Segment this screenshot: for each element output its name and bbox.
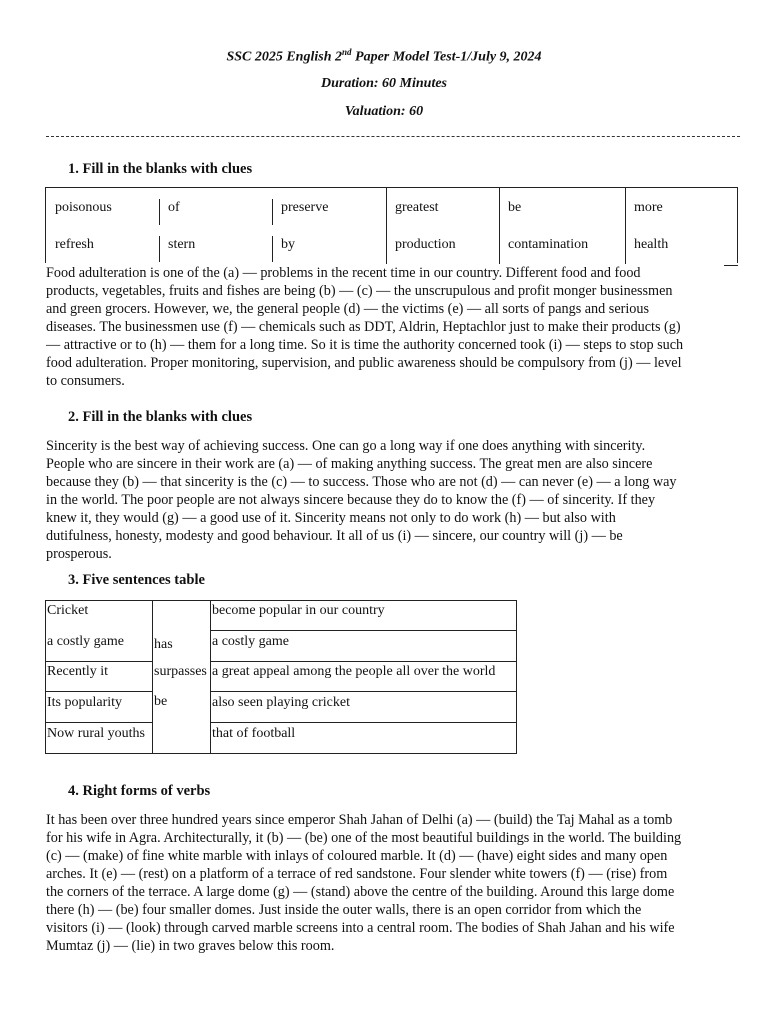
title-rest: Paper Model Test-1/July 9, 2024 [351, 49, 542, 65]
column-divider [159, 199, 160, 225]
section2-passage [46, 437, 746, 563]
dashed-divider [46, 136, 740, 137]
clue-word: of [168, 200, 180, 215]
passage-line: — attractive or to (h) — them for a long time. So it is time the authority concerned took (i) — steps to stop such [46, 337, 684, 353]
complement-cell: a costly game [212, 634, 289, 649]
clue-word: be [508, 200, 522, 215]
passage-line: the corners of the terrace. A large dome (g) — (stand) above the centre of the building. Around this large dome [46, 884, 675, 900]
section3-heading: 3. Five sentences table [68, 572, 205, 588]
subject-cell: a costly game [47, 634, 124, 649]
section4-passage [46, 811, 746, 955]
passage-line: because they (b) — that sincerity is the (c) — to success. Those who are not (d) — can never (e) — a long way [46, 474, 677, 490]
column-divider [499, 188, 500, 264]
passage-line: and green grocers. However, we, the general people (d) — the victims (e) — all sorts of pangs and serious [46, 301, 649, 317]
clue-word: more [634, 200, 663, 215]
title-main: SSC 2025 English 2 [226, 49, 342, 65]
subject-cell: Its popularity [47, 695, 123, 710]
column-divider [625, 188, 626, 264]
substitution-table [45, 600, 517, 754]
passage-line: visitors (i) — (look) through carved marble screens into a central room. The bodies of Shah Jahan and his wife [46, 920, 675, 936]
passage-line: prosperous. [46, 546, 112, 562]
passage-line: Mumtaz (j) — (lie) in two graves below this room. [46, 938, 335, 954]
passage-line: Sincerity is the best way of achieving success. One can go a long way if one does anything with sincerity. [46, 438, 646, 454]
passage-line: in the world. The poor people are not always sincere because they do to know the (f) — of sincerity. If they [46, 492, 656, 508]
passage-line: (c) — (make) of fine white marble with inlays of coloured marble. It (d) — (have) eight sides and many open [46, 848, 668, 864]
row-divider [46, 691, 152, 692]
row-divider [210, 630, 516, 631]
complement-cell: become popular in our country [212, 603, 385, 618]
title-superscript: nd [342, 47, 352, 57]
section4-heading: 4. Right forms of verbs [68, 783, 211, 799]
clue-word: refresh [55, 237, 94, 252]
passage-line: food adulteration. Proper monitoring, supervision, and public awareness should be compulsory from (j) — level [46, 355, 682, 371]
complement-cell: that of football [212, 726, 296, 741]
column-divider [210, 601, 211, 753]
column-divider [159, 236, 160, 262]
column-divider [386, 188, 387, 264]
subject-cell: Cricket [47, 603, 89, 618]
passage-line: People who are sincere in their work are (a) — of making anything success. The great men are also sincere [46, 456, 653, 472]
clue-word: greatest [395, 200, 439, 215]
passage-line: It has been over three hundred years since emperor Shah Jahan of Delhi (a) — (build) the Taj Mahal as a tomb [46, 812, 673, 828]
passage-line: for his wife in Agra. Architecturally, it (b) — (be) one of the most beautiful buildings in the world. The building [46, 830, 682, 846]
word-clue-table [45, 187, 738, 263]
row-divider [210, 661, 516, 662]
clue-word: by [281, 237, 295, 252]
passage-line: diseases. The businessmen use (f) — chemicals such as DDT, Aldrin, Heptachlor just to make their products (g) [46, 319, 681, 335]
valuation-label: Valuation: 60 [344, 104, 424, 119]
page-title [0, 47, 768, 66]
section1-passage [46, 264, 746, 390]
passage-line: Food adulteration is one of the (a) — problems in the recent time in our country. Different food and food [46, 265, 641, 281]
column-divider [272, 236, 273, 262]
clue-word: stern [168, 237, 196, 252]
duration-label: Duration: 60 Minutes [320, 76, 448, 91]
verb-cell: surpasses [154, 664, 207, 679]
clue-word: contamination [508, 237, 589, 252]
complement-cell: a great appeal among the people all over the world [212, 664, 496, 679]
passage-line: to consumers. [46, 373, 125, 389]
verb-cell: be [154, 694, 168, 709]
passage-line: there (h) — (be) four smaller domes. Just inside the outer walls, there is an open corridor from which the [46, 902, 642, 918]
complement-cell: also seen playing cricket [212, 695, 351, 710]
clue-word: health [634, 237, 669, 252]
row-divider [210, 722, 516, 723]
row-divider [210, 691, 516, 692]
subject-cell: Now rural youths [47, 726, 145, 741]
section2-heading: 2. Fill in the blanks with clues [68, 409, 253, 425]
row-divider [46, 661, 152, 662]
column-divider [152, 601, 153, 753]
subject-cell: Recently it [47, 664, 109, 679]
clue-word: preserve [281, 200, 329, 215]
passage-line: dutifulness, honesty, modesty and good behaviour. It all of us (i) — sincere, our country will (j) — be [46, 528, 623, 544]
clue-word: production [395, 237, 456, 252]
passage-line: arches. It (e) — (rest) on a platform of a terrace of red sandstone. Four slender white towers (f) — (rise) from [46, 866, 668, 882]
row-divider [46, 722, 152, 723]
column-divider [272, 199, 273, 225]
passage-line: products, vegetables, fruits and fishes are being (b) — (c) — the unscrupulous and profit monger businessmen [46, 283, 673, 299]
passage-line: knew it, they would (g) — a good use of it. Sincerity means not only to do work (h) — but also with [46, 510, 616, 526]
section1-heading: 1. Fill in the blanks with clues [68, 161, 253, 177]
clue-word: poisonous [55, 200, 112, 215]
verb-cell: has [154, 637, 173, 652]
